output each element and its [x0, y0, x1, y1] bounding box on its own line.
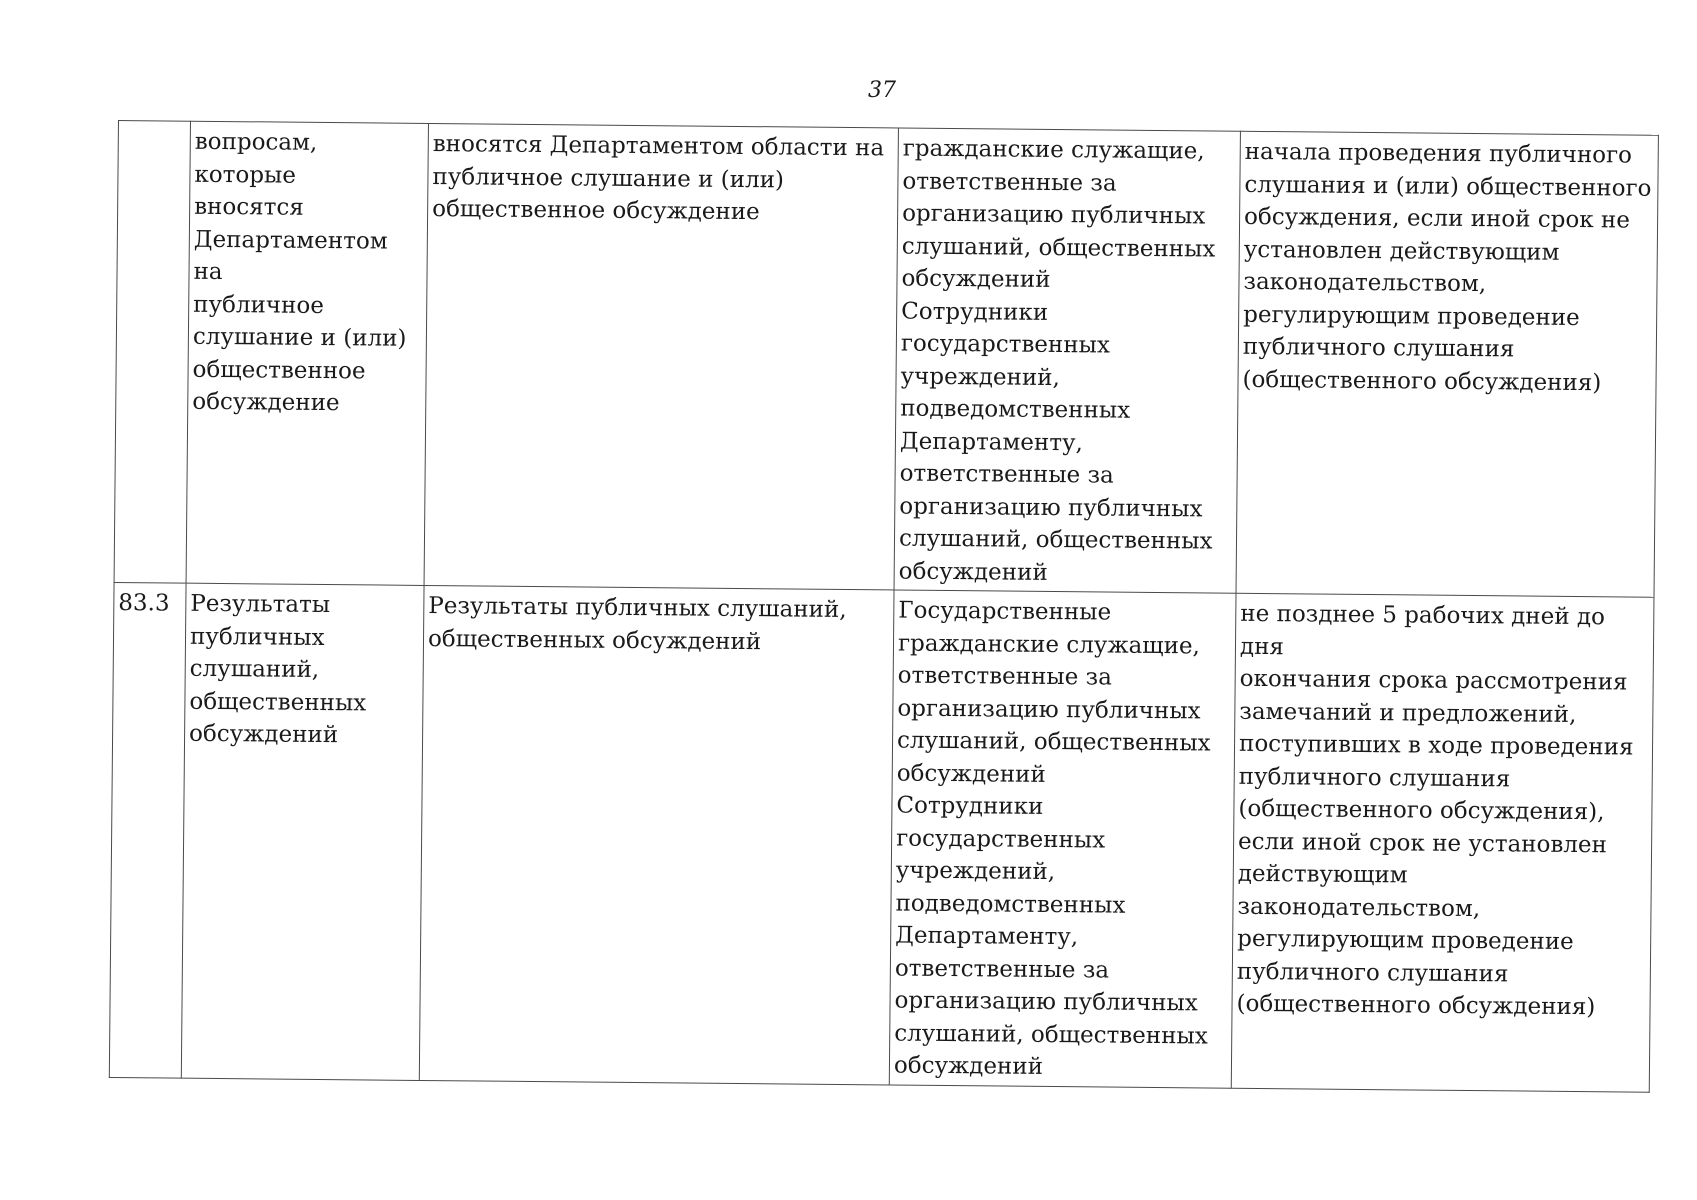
term-cell: не позднее 5 рабочих дней до дня окончания срока рассмотрения замечаний и предложений, поступивших в ходе проведения публичного слушания (общественного обсуждения), если иной срок не установлен действующим законодательством, регулирующим проведение публичного слушания (общественного обсуждения) — [1231, 593, 1654, 1091]
table-row — [109, 582, 1654, 1091]
responsible-cell: Государственные гражданские служащие, ответственные за организацию публичных слушаний, общественных обсуждений Сотрудники государственных учреждений, подведомственных Департаменту, ответственные за организацию публичных слушаний, общественных обсуждений — [889, 590, 1236, 1088]
responsible-cell: гражданские служащие, ответственные за организацию публичных слушаний, общественных обсуждений Сотрудники государственных учреждений, подведомственных Департаменту, ответственные за организацию публичных слушаний, общественных обсуждений — [894, 128, 1240, 593]
table-row — [114, 121, 1658, 598]
item-name-cell: вопросам, которые вносятся Департаментом на публичное слушание и (или) общественное обсуждение — [186, 121, 428, 585]
term-cell: начала проведения публичного слушания и (или) общественного обсуждения, если иной срок не установлен действующим законодательством, регулирующим проведение публичного слушания (общественного обсуждения) — [1236, 131, 1658, 597]
item-description-cell: Результаты публичных слушаний, общественных обсуждений — [419, 585, 894, 1084]
page-number: 37 — [868, 78, 896, 103]
row-number-cell: 83.3 — [109, 582, 186, 1077]
row-number-cell — [114, 121, 190, 584]
item-description-cell: вносятся Департаментом области на публичное слушание и (или) общественное обсуждение — [424, 123, 898, 589]
document-table — [109, 120, 1659, 1092]
item-name-cell: Результаты публичных слушаний, общественных обсуждений — [181, 583, 424, 1080]
